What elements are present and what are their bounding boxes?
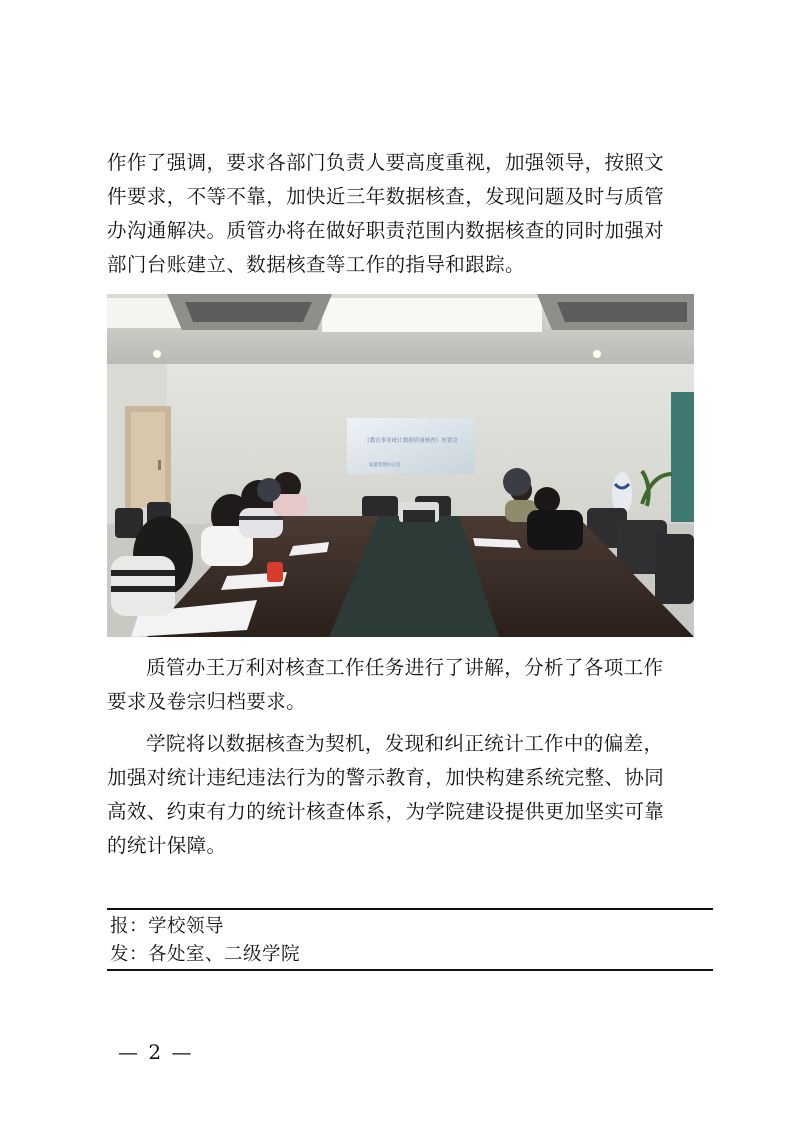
- distribution-bottom-rule: [107, 969, 713, 971]
- paragraph-line: 办沟通解决。质管办将在做好职责范围内数据核查的同时加强对: [107, 219, 665, 242]
- paragraph-line: 加强对统计违纪违法行为的警示教育，加快构建系统完整、协同: [107, 766, 665, 789]
- paragraph-line: 质管办王万利对核查工作任务进行了讲解，分析了各项工作: [146, 656, 664, 679]
- paragraph-meeting-emphasis: [107, 146, 695, 282]
- meeting-photo: [107, 294, 694, 637]
- distribution-top-rule: [107, 908, 713, 910]
- screen-subtitle-text: 质量管理办公室: [369, 463, 401, 468]
- screen-title-text: 《教育事业统计数据质量核查》布置会: [364, 438, 458, 444]
- paragraph-task-explanation: [107, 651, 695, 719]
- paragraph-line: 的统计保障。: [107, 834, 227, 857]
- paragraph-line: 高效、约束有力的统计核查体系，为学院建设提供更加坚实可靠: [107, 800, 665, 823]
- paragraph-line: 要求及卷宗归档要求。: [107, 690, 307, 713]
- distribution-report-line: 报：学校领导: [110, 916, 225, 937]
- paragraph-conclusion: [107, 727, 695, 863]
- page-number: — 2 —: [118, 1040, 194, 1064]
- paragraph-line: 作作了强调，要求各部门负责人要高度重视，加强领导，按照文: [107, 151, 665, 174]
- paragraph-line: 学院将以数据核查为契机，发现和纠正统计工作中的偏差，: [146, 732, 664, 755]
- paragraph-line: 部门台账建立、数据核查等工作的指导和跟踪。: [107, 253, 525, 276]
- paragraph-line: 件要求，不等不靠，加快近三年数据核查，发现问题及时与质管: [107, 185, 665, 208]
- meeting-room-illustration: [107, 294, 694, 637]
- distribution-send-line: 发：各处室、二级学院: [110, 944, 301, 965]
